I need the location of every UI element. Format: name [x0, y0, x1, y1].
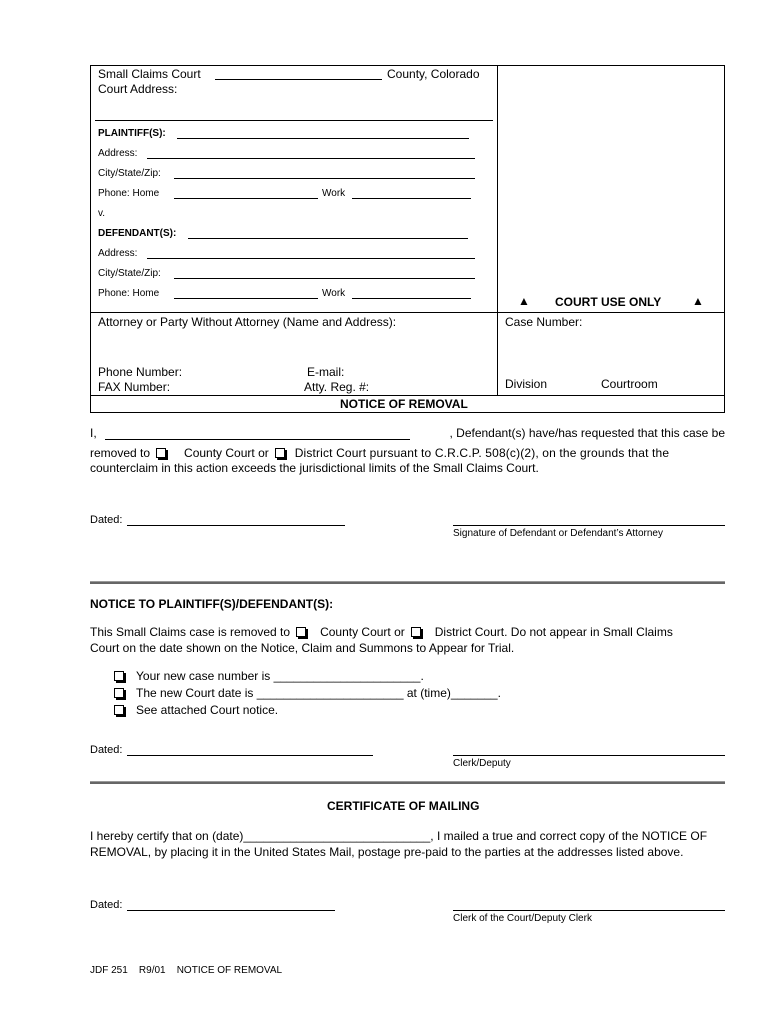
- defendant-signature-label: Signature of Defendant or Defendant’s Attorney: [453, 528, 663, 539]
- notice-item-3: [112, 703, 278, 717]
- section-divider: [90, 581, 725, 584]
- fax-number-label: FAX Number:: [98, 380, 171, 394]
- i-label: I,: [90, 426, 97, 440]
- plaintiff-address-label: Address:: [98, 148, 138, 159]
- defendant-phone-home-field[interactable]: [174, 298, 318, 299]
- court-address-label: Court Address:: [98, 82, 178, 96]
- notice-dated-field[interactable]: [127, 755, 373, 756]
- defendant-signature-field[interactable]: [453, 525, 725, 526]
- district-court-pursuant-label: District Court pursuant to C.R.C.P. 508(c)(2), on the grounds that the: [294, 446, 670, 460]
- plaintiffs-label: PLAINTIFF(S):: [98, 128, 166, 139]
- removed-to-label: removed to: [90, 446, 151, 460]
- form-title: NOTICE OF REMOVAL: [340, 397, 468, 411]
- court-use-only-label: COURT USE ONLY: [555, 295, 662, 309]
- plaintiffs-field[interactable]: [177, 138, 469, 139]
- certificate-line-1: I hereby certify that on (date)____________________________, I mailed a true and correct copy of the NOTICE OF: [90, 829, 708, 843]
- caption-rule-title: [90, 395, 725, 396]
- form-id-footer: JDF 251 R9/01 NOTICE OF REMOVAL: [90, 965, 283, 976]
- defendant-work-label: Work: [322, 288, 346, 299]
- defendant-phone-home-label: Phone: Home: [98, 288, 160, 299]
- notice-district-court-checkbox[interactable]: [411, 627, 421, 637]
- new-court-date-label: The new Court date is ______________________ at (time)_______.: [136, 686, 501, 700]
- email-label: E-mail:: [307, 365, 345, 379]
- arrow-up-icon: ▲: [518, 294, 530, 308]
- county-name-field[interactable]: [215, 79, 382, 80]
- caption-divider: [497, 65, 498, 395]
- defendants-field[interactable]: [188, 238, 468, 239]
- notice-item-1: [112, 669, 424, 683]
- defendant-address-field[interactable]: [147, 258, 475, 259]
- court-clerk-signature-field[interactable]: [453, 910, 725, 911]
- clerk-deputy-label: Clerk/Deputy: [453, 758, 511, 769]
- new-case-number-label: Your new case number is ______________________.: [136, 669, 424, 683]
- county-court-checkbox[interactable]: [156, 448, 166, 458]
- plaintiff-address-field[interactable]: [147, 158, 475, 159]
- courtroom-label: Courtroom: [601, 377, 658, 391]
- certificate-line-2: REMOVAL, by placing it in the United States Mail, postage pre-paid to the parties at the addresses listed above.: [90, 845, 684, 859]
- district-court-checkbox[interactable]: [275, 448, 285, 458]
- clerk-deputy-signature-field[interactable]: [453, 755, 725, 756]
- attached-notice-checkbox[interactable]: [114, 705, 124, 715]
- case-number-label: Case Number:: [505, 315, 583, 329]
- removal-line-1-tail: , Defendant(s) have/has requested that this case be: [449, 426, 725, 440]
- new-case-number-checkbox[interactable]: [114, 671, 124, 681]
- notice-dated-label: Dated:: [90, 744, 123, 756]
- certificate-heading: CERTIFICATE OF MAILING: [327, 799, 480, 813]
- certificate-dated-field[interactable]: [127, 910, 335, 911]
- plaintiff-city-field[interactable]: [174, 178, 475, 179]
- defendant-address-label: Address:: [98, 248, 138, 259]
- court-clerk-label: Clerk of the Court/Deputy Clerk: [453, 913, 592, 924]
- notice-line-1: [90, 625, 673, 639]
- removal-dated-label: Dated:: [90, 514, 123, 526]
- notice-county-court-label: County Court or: [320, 625, 405, 639]
- caption-rule-attorney: [90, 312, 725, 313]
- phone-number-label: Phone Number:: [98, 365, 183, 379]
- defendants-label: DEFENDANT(S):: [98, 228, 177, 239]
- attorney-label: Attorney or Party Without Attorney (Name and Address):: [98, 315, 397, 329]
- plaintiff-phone-home-label: Phone: Home: [98, 188, 160, 199]
- notice-district-court-label: District Court. Do not appear in Small Claims: [434, 625, 673, 639]
- removal-line-2: [90, 446, 725, 460]
- atty-reg-label: Atty. Reg. #:: [304, 380, 370, 394]
- defendant-name-field[interactable]: [105, 439, 410, 440]
- defendant-city-label: City/State/Zip:: [98, 268, 161, 279]
- county-court-label: County Court or: [184, 446, 269, 460]
- section-divider: [90, 781, 725, 784]
- defendant-city-field[interactable]: [174, 278, 475, 279]
- new-court-date-checkbox[interactable]: [114, 688, 124, 698]
- defendant-work-field[interactable]: [352, 298, 471, 299]
- versus-label: v.: [98, 208, 106, 219]
- removal-line-3: counterclaim in this action exceeds the jurisdictional limits of the Small Claims Court.: [90, 461, 539, 475]
- arrow-up-icon: ▲: [692, 294, 704, 308]
- removal-dated-field[interactable]: [127, 525, 345, 526]
- court-label: Small Claims Court: [98, 67, 201, 81]
- attached-notice-label: See attached Court notice.: [136, 703, 279, 717]
- division-label: Division: [505, 377, 548, 391]
- certificate-dated-label: Dated:: [90, 899, 123, 911]
- notice-line-2: Court on the date shown on the Notice, Claim and Summons to Appear for Trial.: [90, 641, 515, 655]
- plaintiff-work-label: Work: [322, 188, 346, 199]
- county-colorado-label: County, Colorado: [387, 67, 480, 81]
- notice-item-2: [112, 686, 501, 700]
- notice-removed-to-label: This Small Claims case is removed to: [90, 625, 291, 639]
- notice-county-court-checkbox[interactable]: [296, 627, 306, 637]
- caption-box: [90, 65, 725, 413]
- plaintiff-work-field[interactable]: [352, 198, 471, 199]
- plaintiff-phone-home-field[interactable]: [174, 198, 318, 199]
- notice-heading: NOTICE TO PLAINTIFF(S)/DEFENDANT(S):: [90, 597, 334, 611]
- caption-rule-court: [95, 120, 493, 121]
- plaintiff-city-label: City/State/Zip:: [98, 168, 161, 179]
